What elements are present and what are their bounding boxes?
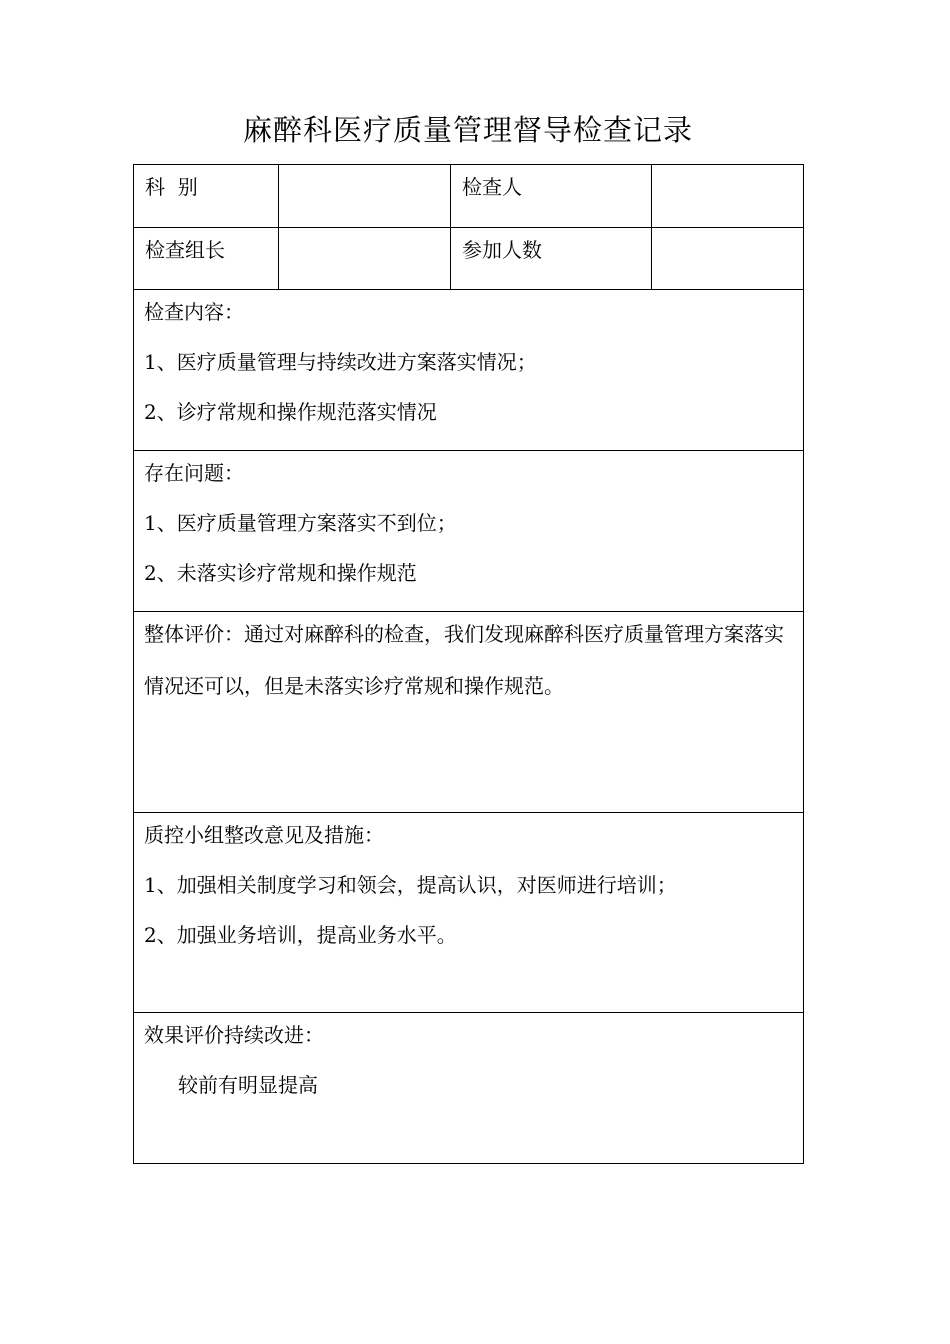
participants-label-cell	[451, 228, 652, 290]
rectification-section	[134, 813, 804, 1013]
inspection-content-heading: 检查内容：	[144, 300, 244, 324]
overall-evaluation-section	[134, 612, 804, 813]
inspector-label-cell	[451, 165, 652, 228]
effect-evaluation-heading: 效果评价持续改进：	[144, 1023, 324, 1047]
problems-heading: 存在问题：	[144, 461, 244, 485]
inspection-content-item: 2、诊疗常规和操作规范落实情况	[144, 400, 437, 424]
rectification-item: 1、加强相关制度学习和领会，提高认识，对医师进行培训；	[144, 873, 677, 897]
department-value-cell[interactable]	[279, 165, 451, 228]
leader-label-cell	[134, 228, 279, 290]
department-value[interactable]	[279, 165, 450, 175]
page-title: 麻醉科医疗质量管理督导检查记录	[242, 113, 693, 147]
effect-evaluation-section	[134, 1013, 804, 1164]
inspector-label: 检查人	[462, 175, 522, 199]
overall-evaluation-text: 整体评价：通过对麻醉科的检查，我们发现麻醉科医疗质量管理方案落实情况还可以，但是未落实诊疗常规和操作规范。	[144, 622, 784, 698]
inspection-content-section	[134, 290, 804, 451]
inspection-content-item: 1、医疗质量管理与持续改进方案落实情况；	[144, 350, 537, 374]
leader-value[interactable]	[279, 228, 450, 238]
department-label: 科 别	[145, 175, 198, 199]
problem-item: 2、未落实诊疗常规和操作规范	[144, 561, 417, 585]
participants-value[interactable]	[652, 228, 803, 238]
rectification-item: 2、加强业务培训，提高业务水平。	[144, 923, 457, 947]
inspection-record-table	[133, 164, 804, 1164]
participants-value-cell[interactable]	[652, 228, 804, 290]
leader-label: 检查组长	[145, 238, 225, 262]
problem-item: 1、医疗质量管理方案落实不到位；	[144, 511, 457, 535]
problems-section	[134, 451, 804, 612]
rectification-heading: 质控小组整改意见及措施：	[144, 823, 384, 847]
participants-label: 参加人数	[462, 238, 542, 262]
leader-value-cell[interactable]	[279, 228, 451, 290]
effect-evaluation-text: 较前有明显提高	[178, 1073, 318, 1097]
inspector-value[interactable]	[652, 165, 803, 175]
inspector-value-cell[interactable]	[652, 165, 804, 228]
department-label-cell	[134, 165, 279, 228]
